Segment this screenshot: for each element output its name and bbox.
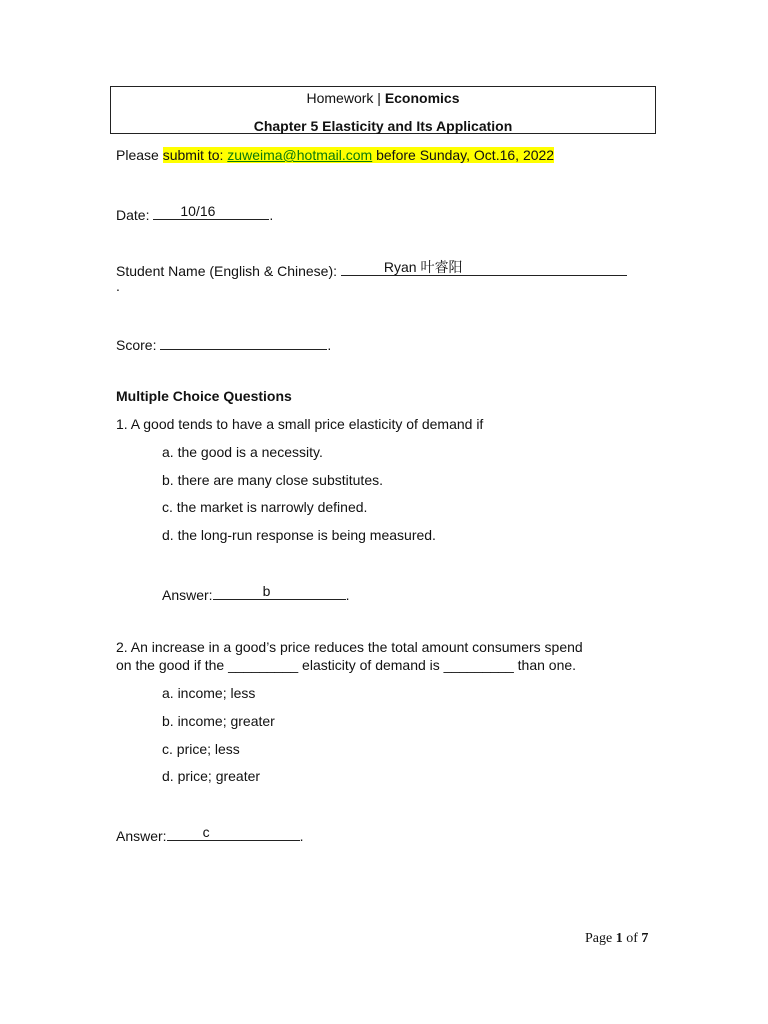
q1-option-a: a. the good is a necessity. bbox=[162, 444, 323, 460]
q1-option-c: c. the market is narrowly defined. bbox=[162, 499, 368, 515]
date-line bbox=[116, 203, 273, 223]
q2-option-b: b. income; greater bbox=[162, 713, 275, 729]
q2-answer-value: c bbox=[202, 824, 210, 840]
date-label: Date: bbox=[116, 207, 154, 223]
q1-answer-label: Answer: bbox=[162, 587, 213, 603]
student-name-line bbox=[116, 259, 627, 279]
header-box bbox=[110, 86, 656, 134]
email-link[interactable]: zuweima@hotmail.com bbox=[227, 147, 373, 163]
page-of-word: of bbox=[622, 931, 642, 946]
q2-answer-field[interactable] bbox=[167, 824, 300, 841]
score-line bbox=[116, 333, 331, 353]
submit-to-text: submit to: bbox=[162, 147, 228, 163]
page-word: Page bbox=[585, 931, 616, 946]
date-dot: . bbox=[269, 207, 274, 223]
q1-text: 1. A good tends to have a small price elasticity of demand if bbox=[116, 416, 484, 432]
student-name-field[interactable] bbox=[341, 259, 627, 276]
date-field[interactable] bbox=[153, 203, 269, 220]
submit-line bbox=[116, 147, 554, 163]
header-title bbox=[111, 90, 655, 106]
q1-answer-field[interactable] bbox=[213, 583, 346, 600]
date-value: 10/16 bbox=[180, 203, 216, 219]
q2-answer-dot: . bbox=[299, 828, 304, 844]
q2-option-d: d. price; greater bbox=[162, 768, 261, 784]
q1-option-d: d. the long-run response is being measured. bbox=[162, 527, 436, 543]
header-prefix: Homework | bbox=[306, 90, 385, 106]
page-total: 7 bbox=[641, 931, 649, 946]
q1-answer-line bbox=[162, 583, 349, 603]
deadline-text: before Sunday, Oct.16, 2022 bbox=[372, 147, 555, 163]
section-title: Multiple Choice Questions bbox=[116, 388, 292, 404]
score-label: Score: bbox=[116, 337, 161, 353]
chapter-title: Chapter 5 Elasticity and Its Application bbox=[253, 118, 513, 134]
header-subject: Economics bbox=[384, 90, 460, 106]
q2-answer-line bbox=[116, 824, 303, 844]
score-dot: . bbox=[327, 337, 332, 353]
page-current: 1 bbox=[615, 931, 623, 946]
student-name-dot: . bbox=[116, 278, 120, 294]
q2-option-c: c. price; less bbox=[162, 741, 240, 757]
score-field[interactable] bbox=[160, 333, 327, 350]
submit-prefix: Please bbox=[116, 147, 163, 163]
q2-text-line2: on the good if the _________ elasticity of demand is _________ than one. bbox=[116, 657, 577, 673]
q1-answer-value: b bbox=[262, 583, 271, 599]
page-footer bbox=[585, 931, 648, 947]
submit-highlight bbox=[163, 147, 554, 163]
q2-answer-label: Answer: bbox=[116, 828, 167, 844]
student-name-value: Ryan 叶睿阳 bbox=[383, 259, 463, 275]
q1-answer-dot: . bbox=[345, 587, 350, 603]
q2-option-a: a. income; less bbox=[162, 685, 256, 701]
student-name-label: Student Name (English & Chinese): bbox=[116, 263, 341, 279]
q2-text-line1: 2. An increase in a good’s price reduces the total amount consumers spend bbox=[116, 639, 583, 655]
q1-option-b: b. there are many close substitutes. bbox=[162, 472, 383, 488]
